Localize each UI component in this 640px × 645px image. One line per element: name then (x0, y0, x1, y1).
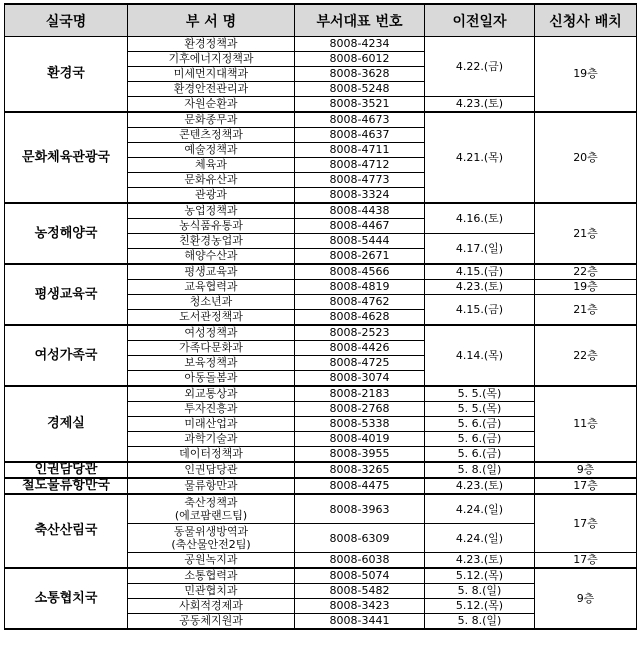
department-name: 가족다문화과 (128, 341, 295, 356)
floor: 20층 (535, 112, 637, 203)
phone-number: 8008-4712 (295, 158, 425, 173)
phone-number: 8008-3963 (295, 494, 425, 524)
department-name-line: 축산정책과 (184, 496, 238, 509)
move-date: 4.14.(목) (425, 325, 535, 386)
header-floor: 신청사 배치 (535, 4, 637, 37)
department-name (128, 524, 295, 553)
department-name: 환경정책과 (128, 37, 295, 52)
department-name: 환경안전관리과 (128, 82, 295, 97)
table-row (5, 203, 637, 219)
department-name: 투자진흥과 (128, 402, 295, 417)
phone-number: 8008-2768 (295, 402, 425, 417)
department-name: 사회적경제과 (128, 599, 295, 614)
department-name: 문화유산과 (128, 173, 295, 188)
department-name-line: 동물위생방역과 (173, 525, 249, 538)
move-date: 4.16.(토) (425, 203, 535, 234)
phone-number: 8008-5248 (295, 82, 425, 97)
move-date: 4.15.(금) (425, 264, 535, 280)
move-date: 4.24.(일) (425, 524, 535, 553)
floor: 22층 (535, 325, 637, 386)
phone-number: 8008-4438 (295, 203, 425, 219)
move-date: 4.23.(토) (425, 478, 535, 494)
department-name: 해양수산과 (128, 249, 295, 265)
floor: 9층 (535, 568, 637, 629)
table-row (5, 386, 637, 402)
department-name: 예술정책과 (128, 143, 295, 158)
move-date: 4.23.(토) (425, 280, 535, 295)
phone-number: 8008-5338 (295, 417, 425, 432)
department-name: 공동체지원과 (128, 614, 295, 630)
header-move-date: 이전일자 (425, 4, 535, 37)
phone-number: 8008-3265 (295, 462, 425, 478)
phone-number: 8008-4234 (295, 37, 425, 52)
move-date: 4.17.(일) (425, 234, 535, 265)
phone-number: 8008-4475 (295, 478, 425, 494)
floor: 19층 (535, 37, 637, 113)
move-date: 4.15.(금) (425, 295, 535, 326)
unit-name: 경제실 (5, 386, 128, 462)
department-name: 민관협치과 (128, 584, 295, 599)
move-date: 5. 6.(금) (425, 432, 535, 447)
move-date: 5.12.(목) (425, 568, 535, 584)
floor: 17층 (535, 478, 637, 494)
move-date: 4.24.(일) (425, 494, 535, 524)
phone-number: 8008-3628 (295, 67, 425, 82)
unit-name: 소통협치국 (5, 568, 128, 629)
department-name: 데이터정책과 (128, 447, 295, 463)
table-row (5, 478, 637, 494)
phone-number: 8008-3423 (295, 599, 425, 614)
unit-name: 여성가족국 (5, 325, 128, 386)
phone-number: 8008-3521 (295, 97, 425, 113)
department-name: 관광과 (128, 188, 295, 204)
move-date: 5. 6.(금) (425, 417, 535, 432)
department-name: 보육정책과 (128, 356, 295, 371)
phone-number: 8008-6309 (295, 524, 425, 553)
department-name: 친환경농업과 (128, 234, 295, 249)
move-date: 5. 8.(일) (425, 462, 535, 478)
header-row (5, 4, 637, 37)
department-name: 소통협력과 (128, 568, 295, 584)
phone-number: 8008-4566 (295, 264, 425, 280)
phone-number: 8008-4711 (295, 143, 425, 158)
department-name: 미래산업과 (128, 417, 295, 432)
floor: 22층 (535, 264, 637, 280)
table-row (5, 37, 637, 52)
floor: 19층 (535, 280, 637, 295)
table-row (5, 494, 637, 524)
department-name: 기후에너지정책과 (128, 52, 295, 67)
department-name: 자원순환과 (128, 97, 295, 113)
department-relocation-table-container (4, 3, 637, 630)
department-name: 외교통상과 (128, 386, 295, 402)
phone-number: 8008-4019 (295, 432, 425, 447)
department-name: 농식품유통과 (128, 219, 295, 234)
phone-number: 8008-2183 (295, 386, 425, 402)
phone-number: 8008-3324 (295, 188, 425, 204)
team-name: (축산물안전2팀) (171, 538, 251, 551)
department-name: 공원녹지과 (128, 553, 295, 569)
floor: 21층 (535, 203, 637, 264)
move-date: 4.23.(토) (425, 553, 535, 569)
table-row (5, 325, 637, 341)
phone-number: 8008-4467 (295, 219, 425, 234)
phone-number: 8008-4725 (295, 356, 425, 371)
phone-number: 8008-4673 (295, 112, 425, 128)
department-name: 인권담당관 (128, 462, 295, 478)
department-name: 여성정책과 (128, 325, 295, 341)
department-name: 아동돌봄과 (128, 371, 295, 387)
unit-name: 인권담당관 (5, 462, 128, 478)
phone-number: 8008-2523 (295, 325, 425, 341)
department-name: 과학기술과 (128, 432, 295, 447)
department-name: 농업정책과 (128, 203, 295, 219)
table-row (5, 112, 637, 128)
unit-name: 평생교육국 (5, 264, 128, 325)
unit-name: 축산산림국 (5, 494, 128, 568)
unit-name: 환경국 (5, 37, 128, 113)
unit-name: 농정해양국 (5, 203, 128, 264)
move-date: 4.23.(토) (425, 97, 535, 113)
phone-number: 8008-4637 (295, 128, 425, 143)
unit-name: 문화체육관광국 (5, 112, 128, 203)
department-name: 콘텐츠정책과 (128, 128, 295, 143)
phone-number: 8008-3955 (295, 447, 425, 463)
department-name: 미세먼지대책과 (128, 67, 295, 82)
department-name: 도서관정책과 (128, 310, 295, 326)
phone-number: 8008-4426 (295, 341, 425, 356)
unit-name: 철도물류항만국 (5, 478, 128, 494)
department-name: 체육과 (128, 158, 295, 173)
phone-number: 8008-6012 (295, 52, 425, 67)
department-name: 문화종무과 (128, 112, 295, 128)
team-name: (에코팜랜드팀) (174, 509, 248, 522)
move-date: 5.12.(목) (425, 599, 535, 614)
department-name: 평생교육과 (128, 264, 295, 280)
department-name: 청소년과 (128, 295, 295, 310)
table-row (5, 264, 637, 280)
floor: 17층 (535, 494, 637, 553)
move-date: 5. 5.(목) (425, 386, 535, 402)
department-relocation-table (4, 3, 637, 630)
header-phone: 부서대표 번호 (295, 4, 425, 37)
department-name: 물류항만과 (128, 478, 295, 494)
phone-number: 8008-6038 (295, 553, 425, 569)
phone-number: 8008-2671 (295, 249, 425, 265)
phone-number: 8008-4819 (295, 280, 425, 295)
phone-number: 8008-3441 (295, 614, 425, 630)
floor: 17층 (535, 553, 637, 569)
move-date: 5. 8.(일) (425, 614, 535, 630)
header-unit: 실국명 (5, 4, 128, 37)
phone-number: 8008-4762 (295, 295, 425, 310)
phone-number: 8008-3074 (295, 371, 425, 387)
phone-number: 8008-4628 (295, 310, 425, 326)
phone-number: 8008-5074 (295, 568, 425, 584)
move-date: 4.22.(금) (425, 37, 535, 97)
table-row (5, 462, 637, 478)
floor: 21층 (535, 295, 637, 326)
department-name: 교육협력과 (128, 280, 295, 295)
header-department: 부 서 명 (128, 4, 295, 37)
table-row (5, 568, 637, 584)
floor: 11층 (535, 386, 637, 462)
phone-number: 8008-5482 (295, 584, 425, 599)
move-date: 5. 6.(금) (425, 447, 535, 463)
department-name (128, 494, 295, 524)
floor: 9층 (535, 462, 637, 478)
move-date: 4.21.(목) (425, 112, 535, 203)
move-date: 5. 8.(일) (425, 584, 535, 599)
phone-number: 8008-5444 (295, 234, 425, 249)
phone-number: 8008-4773 (295, 173, 425, 188)
move-date: 5. 5.(목) (425, 402, 535, 417)
